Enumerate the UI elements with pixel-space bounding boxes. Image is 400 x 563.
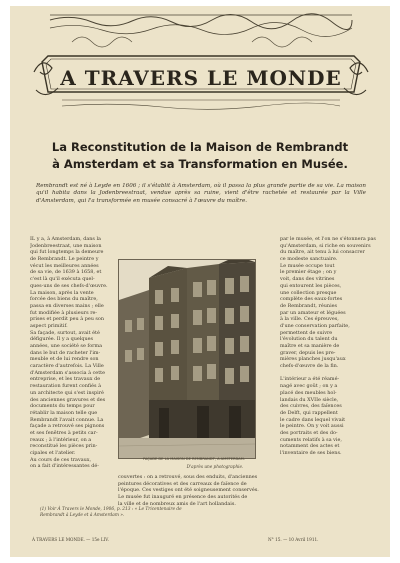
text-line: maître et sa manière de [280,343,340,349]
headline-line-2: à Amsterdam et sa Transformation en Musée. [52,157,348,171]
left-column [30,236,114,470]
text-line: restauration furent confiés à [30,383,102,390]
text-line: le premier étage ; on y [280,269,337,276]
text-line: aspect primitif. [30,322,68,329]
footer-left: À TRAVERS LE MONDE. — 15e LIV. [32,537,109,542]
text-line: l'époque. Ces vestiges ont été soigneusement conservés. [118,487,259,494]
text-line: on a fait d'intéressantes dé- [30,463,99,470]
masthead-title: A TRAVERS LE MONDE [60,66,342,90]
text-line: landais du XVIIe siècle, [280,396,339,403]
text-line: de Delft, qui rappellent [280,409,338,416]
text-line: IL y a, à Amsterdam, dans la [30,236,101,242]
page [10,6,390,557]
text-line: complète des eaux-fortes [280,296,343,303]
text-line: La maison, après la vente [30,289,94,296]
text-line: c'est là qu'il exécuta quel- [30,276,95,283]
text-line: façade a retrouvé ses pignons [30,423,105,430]
photo-credit: D'après une photographie. [186,464,244,469]
rembrandt-house-photo [118,259,256,459]
text-line: ques-uns de ses chefs-d'œuvre. [30,282,108,289]
text-line: voit, dans des vitrines [280,276,335,283]
text-line: vécut les meilleures années [30,262,99,269]
text-line: graver, depuis les pre- [280,349,336,356]
text-line: des portraits et des do- [280,429,338,436]
text-line: notamment des actes et [280,443,340,450]
masthead-ornament [32,12,370,116]
text-line: placé des meubles hol- [280,389,337,396]
text-line: d'Amsterdam s'associa à cette [30,369,106,376]
text-line: années, une société se forma [30,343,103,349]
text-line: des cuivres, des faïences [280,403,342,410]
photo-caption: FAÇADE DE LA MAISON DE REMBRANDT, A AMSTERDAM. [143,457,245,461]
text-line: l'inventaire de ses biens. [280,450,342,456]
text-line: par le musée, et l'on ne s'étonnera pas [280,236,376,242]
text-line: meuble et de lui rendre son [30,356,99,363]
text-line: nagé avec goût ; on y a [280,383,338,390]
text-line: qui entourent les pièces, [280,282,342,289]
text-line: forcée des biens du maître, [30,296,98,303]
text-line: Le musée occupe tout [280,262,335,269]
text-line: dans le but de racheter l'im- [30,349,101,356]
text-line: de sa vie, de 1639 à 1658, et [30,269,102,276]
text-line: passa en diverses mains ; elle [30,302,104,309]
text-line: à la ville. Ces épreuves, [280,316,339,323]
text-line: chefs-d'œuvre de la fin. [280,363,339,370]
text-line: L'intérieur a été réamé- [280,376,340,383]
text-line: qui fut longtemps la demeure [30,249,104,256]
footer-right: N° 15. — 10 Avril 1911. [268,537,319,542]
text-line: mières planches jusqu'aux [280,356,346,363]
text-line: le cadre dans lequel vivait [280,416,346,423]
text-line: d'une conservation parfaite, [280,322,350,329]
text-line: cuments relatifs à sa vie, [280,436,342,443]
footnote: (1) Voir À Travers le Monde, 1906, p. 213 : « Le Tricentenaire de Rembrandt à Leyde et à Amsterdam ». [40,507,182,518]
text-line: un architecte qui s'est inspiré [30,389,104,396]
text-line: défigurée. Il y a quelques [30,336,94,343]
text-line: documents du temps pour [30,403,95,410]
text-line: peintures décoratives et des carreaux de faïence de [118,480,247,487]
text-line: caractère d'autrefois. La Ville [30,363,104,370]
text-line: ce modeste sanctuaire. [280,256,338,263]
bottom-column [118,474,278,507]
text-line: permettent de suivre [280,329,333,336]
text-line: le peintre. On y voit aussi [280,423,344,430]
text-line: Sa façade, surtout, avait été [30,329,100,336]
text-line: l'évolution du talent du [280,336,338,343]
text-line: fut modifiée à plusieurs re- [30,309,98,316]
text-line: du maître, ait tenu à lui consacrer [280,249,365,256]
text-line: de Rembrandt, réunies [280,302,338,309]
text-line [280,370,376,377]
text-line: Jodenbreestraat, une maison [30,242,102,249]
masthead [32,12,370,116]
text-line: par un amateur et léguées [280,309,346,316]
text-line: reconstitué les pièces prin- [30,443,98,450]
text-line: et ses fenêtres à petits car- [30,429,98,436]
headline-line-1: La Reconstitution de la Maison de Rembrandt [51,140,349,154]
text-line: Au cours de ces travaux, [30,456,92,463]
text-line: prises et perdit peu à peu son [30,316,105,323]
right-column [280,236,376,457]
text-line: couvertes : on a retrouvé, sous des enduits, d'anciennes [118,474,258,480]
article-intro: Rembrandt est né à Leyde en 1606 ; il s'établit à Amsterdam, où il passa la plus grande partie de sa vie. La maison qu'il habita dans la Jodenbreestraat, vendue après sa ruine, vient d'être rachetée et restaurée par la Ville d'Amsterdam, qui l'a transformée en musée consacré à l'œuvre du maître. [36,183,366,204]
text-line: la ville et de nombreux amis de l'art hollandais. [118,500,236,507]
text-line: des anciennes gravures et des [30,396,106,403]
text-line: entreprise, et les travaux de [30,376,101,383]
text-line: une collection presque [280,289,337,296]
text-line: Rembrandt l'avait connue. La [30,416,104,423]
text-line: reaux ; à l'intérieur, on a [30,436,92,443]
article-headline [30,139,370,173]
text-line: Le musée fut inauguré en présence des autorités de [118,494,248,501]
text-line: rétablir la maison telle que [30,409,98,416]
text-line: cipales et l'atelier. [30,450,76,456]
text-line: qu'Amsterdam, si riche en souvenirs [280,242,371,249]
text-line: de Rembrandt. Le peintre y [30,256,99,263]
